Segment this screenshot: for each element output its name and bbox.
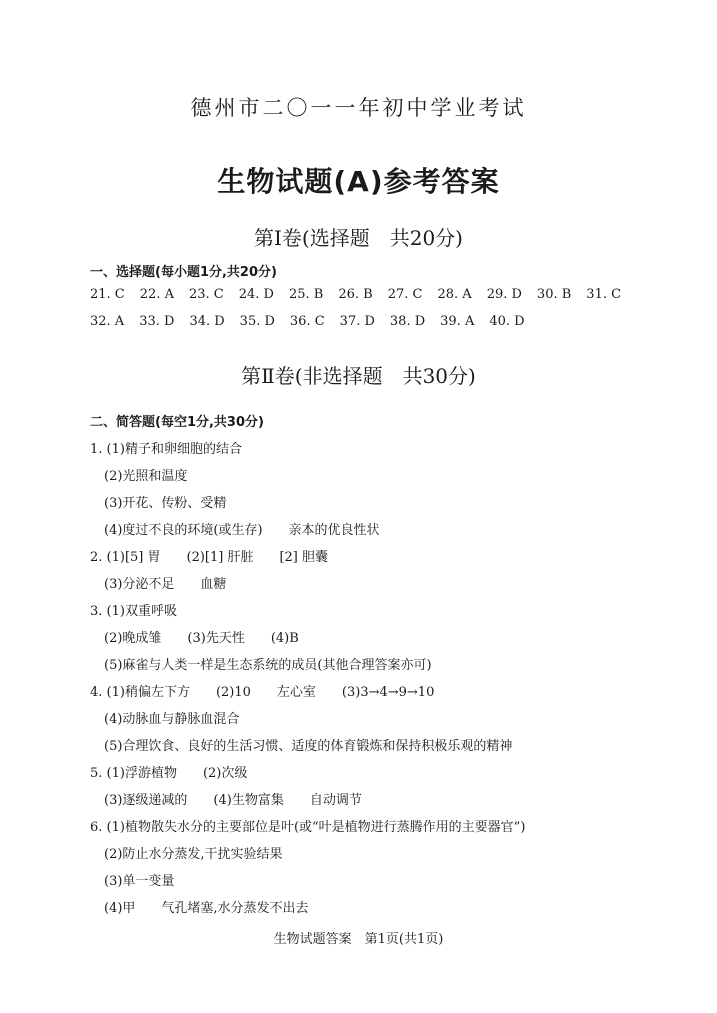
answer-40: 40. D	[489, 314, 525, 329]
answer-line-q4-3: (5)合理饮食、良好的生活习惯、适度的体育锻炼和保持积极乐观的精神	[104, 739, 513, 754]
answer-25: 25. B	[288, 287, 324, 302]
answer-line-q1-1: 1. (1)精子和卵细胞的结合	[90, 442, 242, 457]
answer-28: 28. A	[437, 287, 472, 302]
choice-answers-row-2	[90, 314, 540, 329]
page-footer: 生物试题答案 第1页(共1页)	[273, 932, 444, 947]
answer-32: 32. A	[90, 314, 125, 329]
answer-34: 34. D	[189, 314, 225, 329]
answer-line-q4-1: 4. (1)稍偏左下方 (2)10 左心室 (3)3→4→9→10	[90, 685, 435, 700]
answer-line-q6-4: (4)甲 气孔堵塞,水分蒸发不出去	[104, 901, 309, 916]
answer-21: 21. C	[90, 287, 125, 302]
answer-27: 27. C	[387, 287, 423, 302]
answer-line-q6-3: (3)单一变量	[104, 874, 175, 889]
answer-line-q6-1: 6. (1)植物散失水分的主要部位是叶(或“叶是植物进行蒸腾作用的主要器官”)	[90, 820, 526, 835]
answer-35: 35. D	[239, 314, 275, 329]
answer-line-q3-3: (5)麻雀与人类一样是生态系统的成员(其他合理答案亦可)	[104, 658, 432, 673]
exam-header-title: 德州市二〇一一年初中学业考试	[190, 96, 527, 120]
answer-30: 30. B	[536, 287, 572, 302]
answer-line-q6-2: (2)防止水分蒸发,干扰实验结果	[104, 847, 283, 862]
answer-line-q2-2: (3)分泌不足 血糖	[104, 577, 227, 592]
answer-line-q2-1: 2. (1)[5] 胃 (2)[1] 肝脏 [2] 胆囊	[90, 550, 329, 565]
answer-line-q3-1: 3. (1)双重呼吸	[90, 604, 177, 619]
answer-line-q1-2: (2)光照和温度	[104, 469, 188, 484]
answer-23: 23. C	[188, 287, 224, 302]
answer-24: 24. D	[238, 287, 274, 302]
answer-38: 38. D	[389, 314, 426, 329]
answer-line-q1-3: (3)开花、传粉、受精	[104, 496, 227, 511]
answer-key-title: 生物试题(A)参考答案	[217, 165, 500, 198]
answer-22: 22. A	[139, 287, 174, 302]
answer-26: 26. B	[338, 287, 373, 302]
short-answer-section-heading: 二、简答题(每空1分,共30分)	[90, 415, 264, 430]
answer-33: 33. D	[139, 314, 175, 329]
answer-line-q3-2: (2)晚成雏 (3)先天性 (4)B	[104, 631, 299, 646]
answer-line-q5-1: 5. (1)浮游植物 (2)次级	[90, 766, 248, 781]
answer-line-q4-2: (4)动脉血与静脉血混合	[104, 712, 240, 727]
answer-31: 31. C	[586, 287, 622, 302]
answer-29: 29. D	[486, 287, 522, 302]
part2-title: 第Ⅱ卷(非选择题 共30分)	[241, 364, 476, 388]
answer-line-q1-4: (4)度过不良的环境(或生存) 亲本的优良性状	[104, 523, 380, 538]
choice-answers-row-1	[90, 287, 636, 302]
answer-37: 37. D	[339, 314, 375, 329]
answer-39: 39. A	[440, 314, 475, 329]
part1-title: 第Ⅰ卷(选择题 共20分)	[254, 226, 463, 250]
choice-section-heading: 一、选择题(每小题1分,共20分)	[90, 265, 277, 280]
answer-36: 36. C	[289, 314, 325, 329]
answer-line-q5-2: (3)逐级递减的 (4)生物富集 自动调节	[104, 793, 362, 808]
